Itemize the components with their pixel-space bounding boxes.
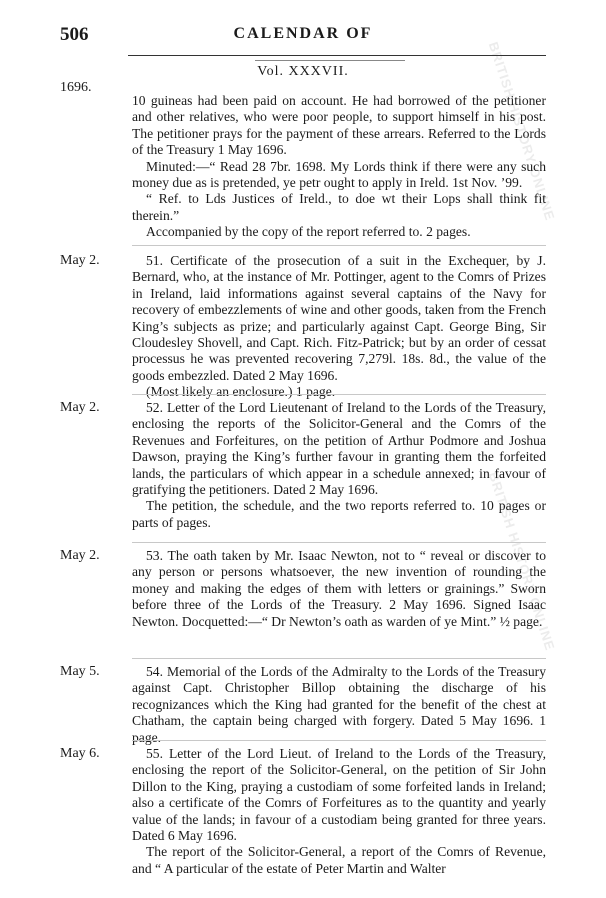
- entry-date: May 2.: [60, 548, 100, 563]
- entry-paragraph: 52. Letter of the Lord Lieutenant of Ireland to the Lords of the Treasury, enclosing the reports of the Solicitor-General and the Comrs of the Revenues and Forfeitures, on the petition of Arthur Podmore and Joshua Dawson, praying the King’s further favour in granting them the forfeited lands, the particulars of which appear in a schedule annexed; in favour of gratifying the petitioners. Dated 2 May 1696.: [132, 400, 546, 498]
- calendar-entry-51: [132, 253, 546, 401]
- entry-separator: [132, 658, 546, 659]
- entry-separator: [132, 542, 546, 543]
- entry-paragraph: “ Ref. to Lds Justices of Ireld., to doe wt their Lops shall think fit therein.”: [132, 191, 546, 223]
- volume-label: Vol. XXXVII.: [257, 64, 349, 79]
- entry-paragraph: Minuted:—“ Read 28 7br. 1698. My Lords think if there were any such money due as is pretended, ye petr ought to apply in Ireld. 1st Nov. ’99.: [132, 158, 546, 191]
- calendar-entry-54: [132, 664, 546, 746]
- entry-paragraph: Accompanied by the copy of the report referred to. 2 pages.: [146, 224, 471, 240]
- year-label: 1696.: [60, 80, 92, 95]
- running-title: CALENDAR OF: [233, 25, 373, 42]
- watermark-top: BRITISH HISTORY ONLINE: [485, 40, 558, 223]
- page-number: 506: [60, 24, 89, 45]
- header-rule-short: [255, 60, 405, 61]
- calendar-entry-52: [132, 400, 546, 531]
- calendar-entry-continuation: [132, 93, 546, 241]
- entry-date: May 2.: [60, 400, 100, 415]
- entry-paragraph: 10 guineas had been paid on account. He had borrowed of the petitioner and other relatives, who were poor people, to support himself in his post. The petitioner prays for the payment of these arrears. Referred to the Lords of the Treasury 1 May 1696.: [132, 93, 546, 158]
- entry-paragraph: 54. Memorial of the Lords of the Admiralty to the Lords of the Treasury against Capt. Christopher Billop obtaining the discharge of his recognizances which the King had granted for the benefit of the chest at Chatham, the captain being charged with forgery. Dated 5 May 1696. 1 page.: [132, 664, 546, 745]
- entry-date: May 6.: [60, 746, 100, 761]
- entry-separator: [132, 394, 546, 395]
- header-rule: [128, 55, 546, 56]
- entry-separator: [132, 740, 546, 741]
- watermark-bottom: BRITISH HISTORY ONLINE: [485, 470, 558, 653]
- entry-date: May 2.: [60, 253, 100, 268]
- entry-paragraph: 51. Certificate of the prosecution of a suit in the Exchequer, by J. Bernard, who, at the instance of Mr. Pottinger, agent to the Comrs of Prizes in Ireland, laid informations against several captains of the Navy for recovery of embezzlements of wine and other goods, taken from the French King’s subjects as prize; and particularly against Capt. George Bing, Sir Cloudesley Shovell, and Capt. Rich. Fitz-Patrick; but by an order of cessat processus he was prevented recovering 7,279l. 18s. 8d., the value of the goods embezzled. Dated 2 May 1696.: [132, 253, 546, 383]
- entry-separator: [132, 245, 546, 246]
- entry-paragraph: 53. The oath taken by Mr. Isaac Newton, not to “ reveal or discover to any person or persons whatsoever, the new invention of rounding the money and making the edges of them with letters or grainings.” Sworn before three of the Lords of the Treasury. 2 May 1696. Signed Isaac Newton. Docquetted:—“ Dr Newton’s oath as warden of ye Mint.” ½ page.: [132, 548, 546, 629]
- entry-paragraph: (Most likely an enclosure.) 1 page.: [146, 384, 336, 400]
- calendar-entry-55: [132, 746, 546, 877]
- calendar-entry-53: [132, 548, 546, 630]
- entry-paragraph: The petition, the schedule, and the two reports referred to. 10 pages or parts of pages.: [132, 498, 546, 530]
- entry-paragraph: 55. Letter of the Lord Lieut. of Ireland to the Lords of the Treasury, enclosing the report of the Solicitor-General, on the petition of Sir John Dillon to the King, praying a custodiam of some forfeited lands in Ireland; also a certificate of the Comrs of Forfeitures as to the quantity and yearly value of the lands; in favour of a custodiam being granted for three years. Dated 6 May 1696.: [132, 746, 546, 844]
- entry-date: May 5.: [60, 664, 100, 679]
- entry-paragraph: The report of the Solicitor-General, a report of the Comrs of Revenue, and “ A particular of the estate of Peter Martin and Walter: [132, 844, 546, 876]
